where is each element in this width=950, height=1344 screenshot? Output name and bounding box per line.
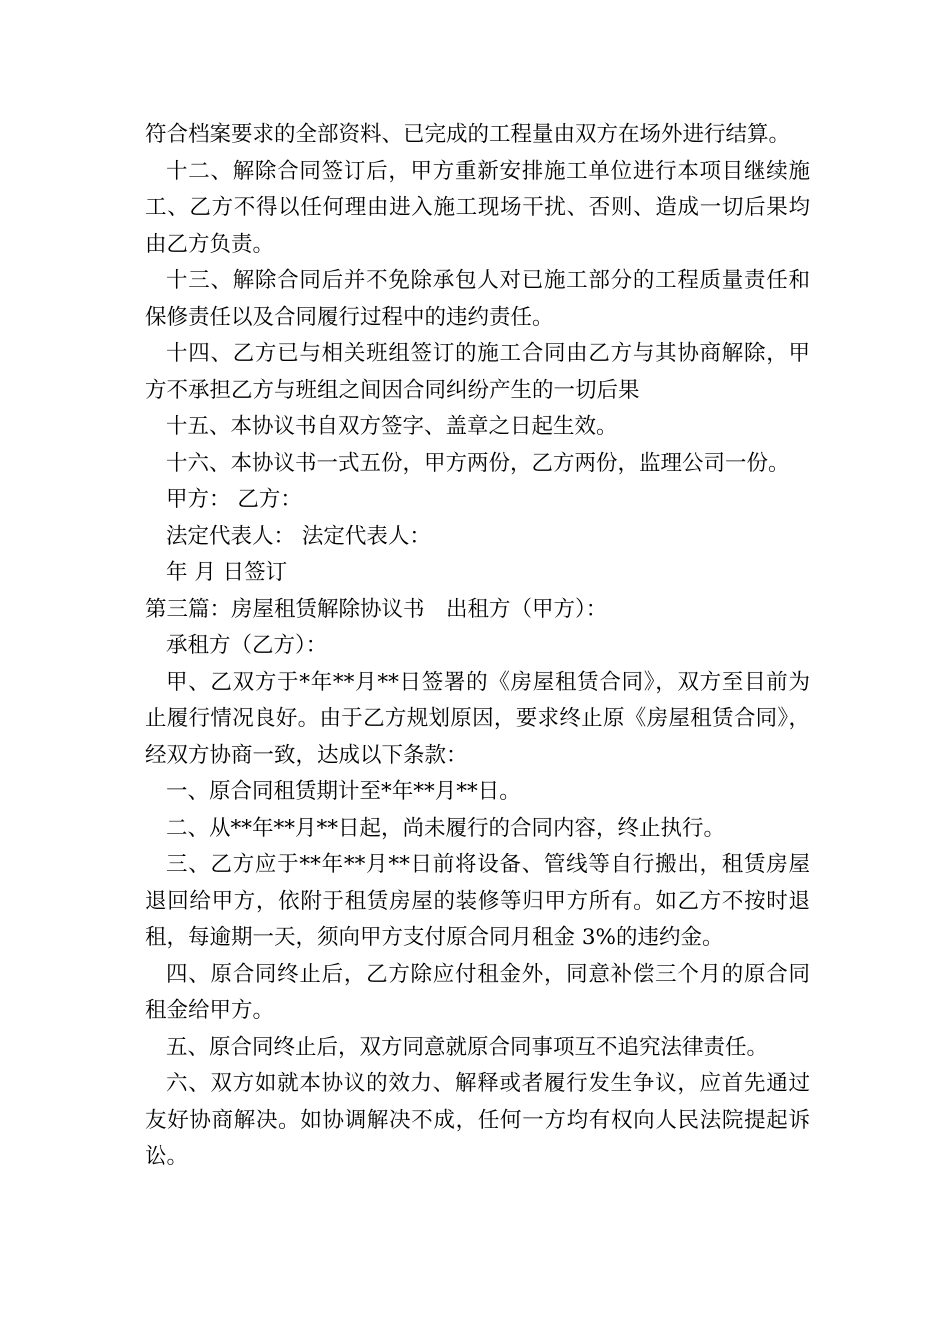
paragraph-clause-14: 十四、乙方已与相关班组签订的施工合同由乙方与其协商解除，甲方不承担乙方与班组之间因合同纠纷产生的一切后果 — [145, 341, 810, 403]
paragraph-term-2: 二、从**年**月**日起，尚未履行的合同内容，终止执行。 — [166, 815, 726, 841]
lessee-line: 承租方（乙方）： — [166, 633, 328, 658]
paragraph-clause-12: 十二、解除合同签订后，甲方重新安排施工单位进行本项目继续施工、乙方不得以任何理由进入施工现场干扰、否则、造成一切后果均由乙方负责。 — [145, 158, 810, 257]
paragraph-term-1: 一、原合同租赁期计至*年**月**日。 — [166, 779, 521, 804]
section-heading-part-3: 第三篇：房屋租赁解除协议书 出租方（甲方）： — [145, 596, 608, 622]
paragraph-clause-15: 十五、本协议书自双方签字、盖章之日起生效。 — [166, 414, 618, 439]
paragraph-clause-16: 十六、本协议书一式五份，甲方两份，乙方两份，监理公司一份。 — [166, 450, 790, 476]
paragraph-term-3: 三、乙方应于**年**月**日前将设备、管线等自行搬出，租赁房屋退回给甲方，依附于租赁房屋的装修等归甲方所有。如乙方不按时退租，每逾期一天，须向甲方支付原合同月租金 3%的违约金。 — [145, 852, 810, 950]
document-body — [145, 117, 810, 1176]
signature-representatives: 法定代表人： 法定代表人： — [166, 523, 431, 549]
paragraph-term-4: 四、原合同终止后，乙方除应付租金外，同意补偿三个月的原合同租金给甲方。 — [145, 961, 810, 1023]
paragraph-term-6: 六、双方如就本协议的效力、解释或者履行发生争议，应首先通过友好协商解决。如协调解决不成，任何一方均有权向人民法院提起诉讼。 — [145, 1071, 810, 1169]
paragraph-clause-13: 十三、解除合同后并不免除承包人对已施工部分的工程质量责任和保修责任以及合同履行过程中的违约责任。 — [145, 268, 810, 330]
signature-parties: 甲方： 乙方： — [166, 487, 302, 512]
paragraph-term-5: 五、原合同终止后，双方同意就原合同事项互不追究法律责任。 — [166, 1034, 769, 1060]
signature-date: 年 月 日签订 — [166, 560, 288, 585]
paragraph-preamble: 甲、乙双方于*年**月**日签署的《房屋租赁合同》，双方至目前为止履行情况良好。由于乙方规划原因，要求终止原《房屋租赁合同》，经双方协商一致，达成以下条款： — [145, 669, 810, 768]
paragraph-settlement: 符合档案要求的全部资料、已完成的工程量由双方在场外进行结算。 — [145, 122, 791, 147]
